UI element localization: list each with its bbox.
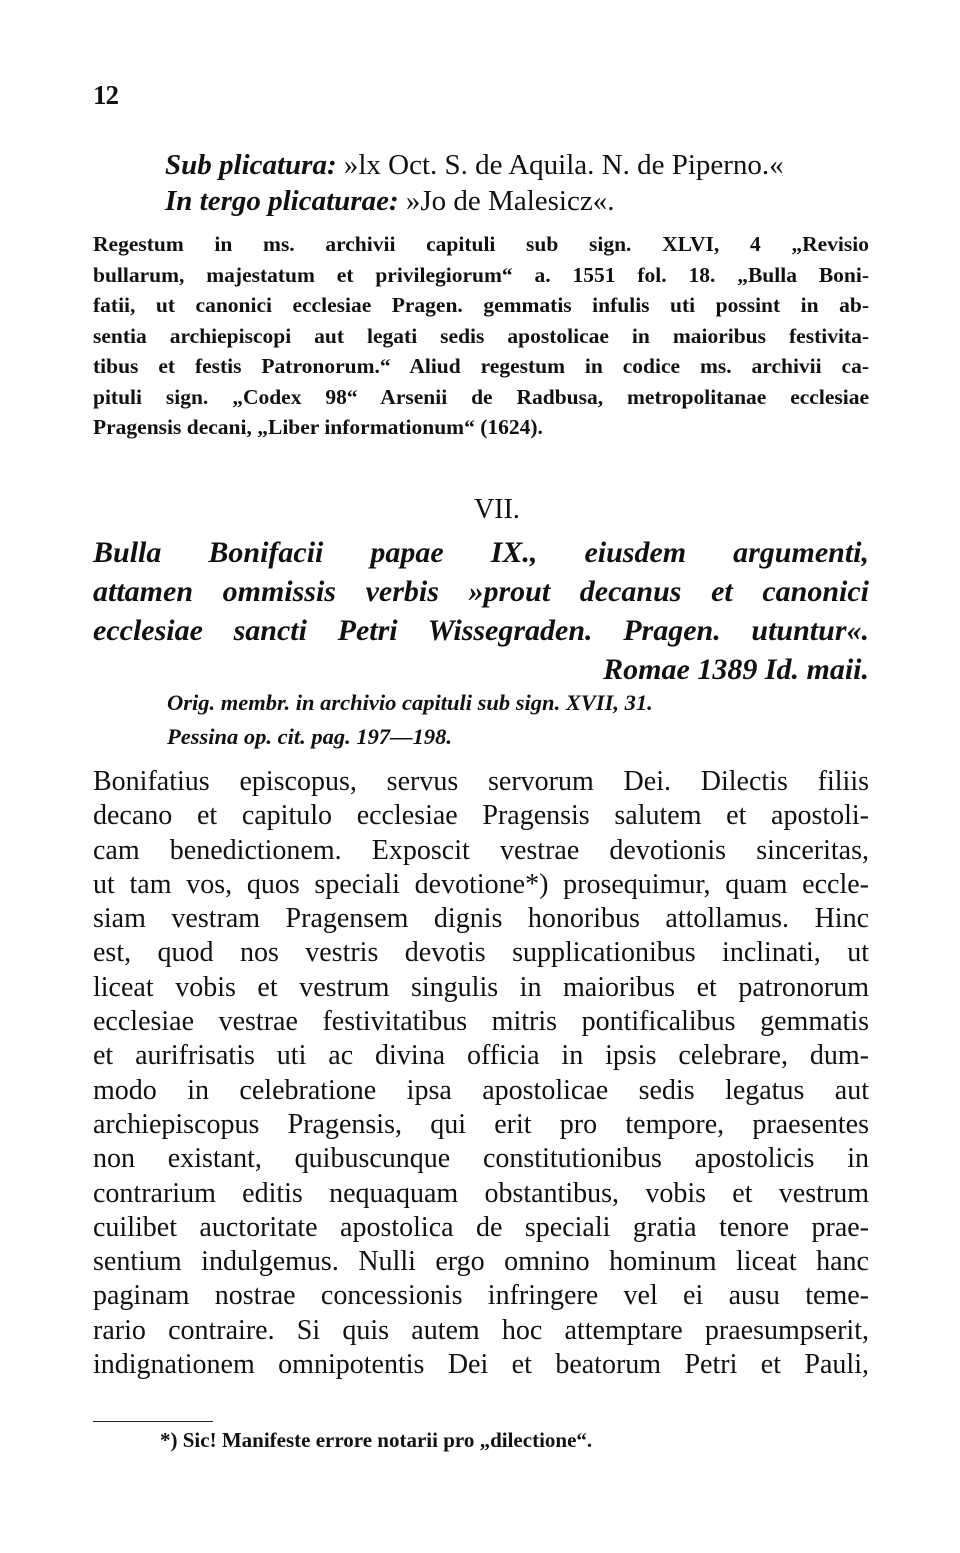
document-title bbox=[93, 533, 869, 689]
source-references bbox=[167, 686, 867, 754]
plicatura-text: »lx Oct. S. de Aquila. N. de Piperno.« bbox=[343, 149, 784, 181]
regestum-line: bullarum, majestatum et privilegiorum“ a. 1551 fol. 18. „Bulla Boni- bbox=[93, 262, 869, 287]
body-line: ecclesiae vestrae festivitatibus mitris pontificalibus gemmatis bbox=[93, 1006, 869, 1038]
body-text bbox=[93, 765, 869, 1382]
title-line: attamen ommissis verbis »prout decanus et canonici bbox=[93, 575, 869, 608]
title-line: ecclesiae sancti Petri Wissegraden. Pragen. utuntur«. bbox=[93, 614, 869, 647]
tergo-text: »Jo de Malesicz«. bbox=[405, 185, 615, 217]
regestum-line: Pragensis decani, „Liber informationum“ (1624). bbox=[93, 415, 543, 439]
body-line: archiepiscopus Pragensis, qui erit pro tempore, praesentes bbox=[93, 1108, 869, 1140]
body-line: contrarium editis nequaquam obstantibus, vobis et vestrum bbox=[93, 1177, 869, 1209]
tergo-label: In tergo plicaturae: bbox=[165, 185, 399, 217]
footnote-divider bbox=[93, 1421, 213, 1422]
body-line: sentium indulgemus. Nulli ergo omnino hominum liceat hanc bbox=[93, 1246, 869, 1278]
regestum-line: Regestum in ms. archivii capituli sub sign. XLVI, 4 „Revisio bbox=[93, 232, 869, 256]
body-line: rario contraire. Si quis autem hoc attemptare praesumpserit, bbox=[93, 1314, 869, 1346]
body-line: cam benedictionem. Exposcit vestrae devotionis sinceritas, bbox=[93, 834, 869, 866]
regestum-line: fatii, ut canonici ecclesiae Pragen. gemmatis infulis uti possint in ab- bbox=[93, 293, 869, 317]
body-line: ut tam vos, quos speciali devotione*) prosequimur, quam eccle- bbox=[93, 868, 869, 900]
plicatura-label: Sub plicatura: bbox=[165, 149, 337, 181]
body-line: est, quod nos vestris devotis supplicationibus inclinati, ut bbox=[93, 937, 869, 969]
source-line: Orig. membr. in archivio capituli sub sign. XVII, 31. bbox=[167, 690, 653, 715]
footnote: *) Sic! Manifeste errore notarii pro „dilectione“. bbox=[160, 1428, 593, 1452]
tergo-line bbox=[165, 183, 614, 220]
regestum-note bbox=[93, 229, 869, 443]
regestum-line: pituli sign. „Codex 98“ Arsenii de Radbusa, metropolitanae ecclesiae bbox=[93, 384, 869, 409]
body-line: liceat vobis et vestrum singulis in maioribus et patronorum bbox=[93, 971, 869, 1003]
plicatura-line bbox=[165, 147, 784, 184]
section-number: VII. bbox=[474, 494, 520, 525]
body-line: non existant, quibuscunque constitutionibus apostolicis in bbox=[93, 1143, 869, 1175]
body-line: cuilibet auctoritate apostolica de speciali gratia tenore prae- bbox=[93, 1211, 869, 1243]
title-line: Bulla Bonifacii papae IX., eiusdem argumenti, bbox=[93, 536, 869, 569]
regestum-line: tibus et festis Patronorum.“ Aliud regestum in codice ms. archivii ca- bbox=[93, 354, 869, 378]
body-line: Bonifatius episcopus, servus servorum Dei. Dilectis filiis bbox=[93, 766, 869, 797]
body-line: modo in celebratione ipsa apostolicae sedis legatus aut bbox=[93, 1074, 869, 1106]
body-line: siam vestram Pragensem dignis honoribus attollamus. Hinc bbox=[93, 903, 869, 935]
body-line: et aurifrisatis uti ac divina officia in ipsis celebrare, dum- bbox=[93, 1040, 869, 1072]
body-line: indignationem omnipotentis Dei et beatorum Petri et Pauli, bbox=[93, 1349, 869, 1381]
body-line: paginam nostrae concessionis infringere vel ei ausu teme- bbox=[93, 1280, 869, 1312]
title-date: Romae 1389 Id. maii. bbox=[603, 653, 869, 686]
body-line: decano et capitulo ecclesiae Pragensis salutem et apostoli- bbox=[93, 800, 869, 832]
source-line: Pessina op. cit. pag. 197—198. bbox=[167, 724, 452, 749]
regestum-line: sentia archiepiscopi aut legati sedis apostolicae in maioribus festivita- bbox=[93, 323, 869, 348]
page-number: 12 bbox=[93, 80, 118, 110]
